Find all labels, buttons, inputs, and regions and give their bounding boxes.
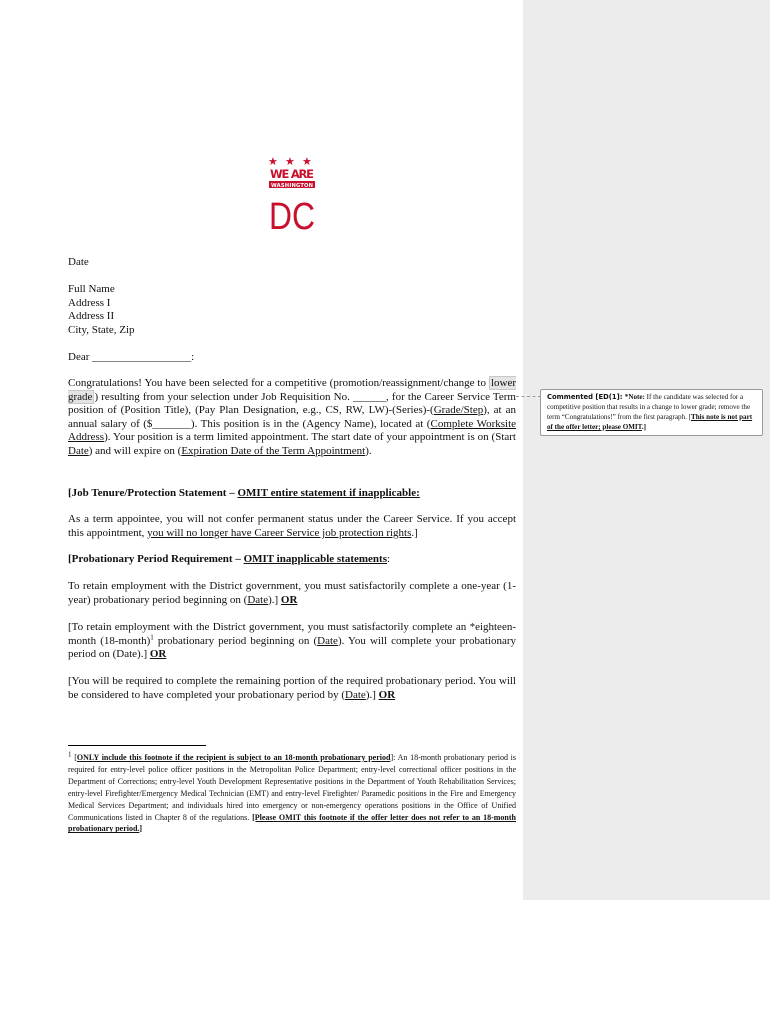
logo-star-icon: ★ <box>285 155 295 168</box>
comment-connector-line <box>516 396 541 397</box>
logo-we-are-text: WE ARE <box>270 167 314 181</box>
footnote-number: 1 <box>68 750 72 759</box>
probation-option-remaining: [You will be required to complete the remaining portion of the required probationary period. You will be considered to have completed your probationary period by (Date).] OR <box>68 675 516 701</box>
dc-logo-graphic <box>262 154 322 234</box>
logo-dc-text: DC <box>269 196 315 234</box>
address-line-1: Address I <box>68 297 111 309</box>
letter-date: Date <box>68 256 89 268</box>
footnote-separator <box>68 745 206 746</box>
address-line-2: Address II <box>68 310 115 322</box>
logo-star-icon: ★ <box>268 155 278 168</box>
address-full-name: Full Name <box>68 283 115 295</box>
address-city-state-zip: City, State, Zip <box>68 324 135 336</box>
salutation: Dear __________________: <box>68 351 195 363</box>
probation-heading: [Probationary Period Requirement – OMIT inapplicable statements: <box>68 553 391 565</box>
we-are-washington-dc-logo <box>262 154 322 234</box>
probation-option-one-year: To retain employment with the District government, you must satisfactorily complete a one-year (1-year) probationary period beginning on (Date).] OR <box>68 580 516 606</box>
logo-washington-text: WASHINGTON <box>271 183 313 189</box>
comment-author-label: Commented [ED(1]: <box>547 393 625 401</box>
footnote: $^1$ [ONLY include this footnote if the recipient is subject to an 18-month probationary period]: An 18-month probationary period is required for entry-level police officer positions in the Metropolitan Police Department; entry-level correctional officer positions in the Department of Corrections; entry-level Youth Development Representative positions in the Department of Youth Rehabilitation Services; entry-level Firefighter/Emergency Medical Technician (EMT) and entry-level Firefighter/ Paramedic positions in the Fire and Emergency Medical Services Department; and individuals hired into emergency or non-emergency operations positions in the Office of Unified Communications listed in Chapter 8 of the regulations. [Please OMIT this footnote if the offer letter does not refer to an 18-month probationary period.] <box>68 750 517 834</box>
tenure-heading: [Job Tenure/Protection Statement – OMIT entire statement if inapplicable: <box>68 487 420 499</box>
comment-balloon[interactable]: Commented [ED(1]: *Note: If the candidate was selected for a competitive position that results in a change to lower grade; remove the term “Congratulations!” from the first paragraph. [This note is not part of the offer letter; please OMIT.] <box>540 389 763 436</box>
comment-margin-pane <box>523 0 770 900</box>
footnote-reference[interactable]: 1 <box>150 632 154 641</box>
tenure-paragraph: As a term appointee, you will not confer permanent status under the Career Service. If you accept this appointment, you will no longer have Career Service job protection rights.] <box>68 513 516 539</box>
congratulations-paragraph: Congratulations! You have been selected for a competitive (promotion/reassignment/change to lower grade ) resulting from your selection under Job Requisition No. ______, for the Career Service Term position of (Position Title), (Pay Plan Designation, e.g., CS, RW, LW)-(Series)-(Grade/Step), at an annual salary of ($_______). This position is in the (Agency Name), located at (Complete Worksite Address). Your position is a term limited appointment. The start date of your appointment is on (Start Date) and will expire on (Expiration Date of the Term Appointment). <box>68 377 517 457</box>
commented-text-highlight[interactable]: lower grade <box>68 377 516 403</box>
probation-option-eighteen-month: [To retain employment with the District government, you must satisfactorily complete an *eighteen-month (18-month)$^1$ probationary period beginning on (Date). You will complete your probationary period on (Date).] OR <box>68 621 516 661</box>
logo-star-icon: ★ <box>302 155 312 168</box>
